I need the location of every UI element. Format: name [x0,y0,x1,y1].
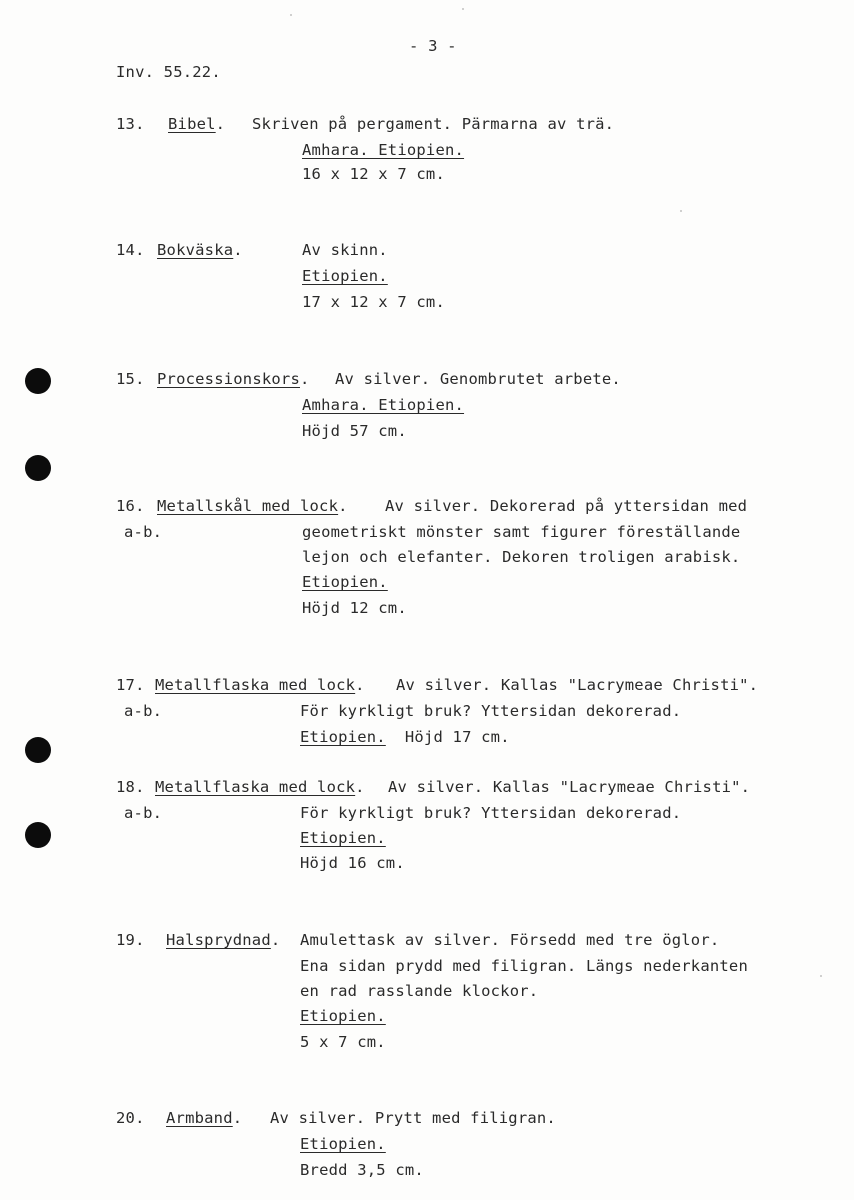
entry-17-number: 17. [116,676,145,694]
entry-17-title-row [155,675,365,695]
entry-18-line-2: För kyrkligt bruk? Yttersidan dekorerad. [300,804,682,822]
entry-14-line-1: Av skinn. [302,241,388,259]
entry-16-title-row [157,496,348,516]
entry-13-line-1: Skriven på pergament. Pärmarna av trä. [252,115,615,133]
punch-hole-3 [25,737,51,763]
entry-15-title-suffix: . [299,370,310,388]
entry-18-title: Metallflaska med lock [155,778,356,796]
entry-18-number: 18. [116,778,145,796]
entry-16-line-1: Av silver. Dekorerad på yttersidan med [385,497,748,515]
scan-speck [462,8,464,10]
punch-hole-1 [25,368,51,394]
entry-13-number: 13. [116,115,145,133]
entry-19-size: 5 x 7 cm. [300,1033,386,1051]
entry-14-origin: Etiopien. [302,267,388,285]
entry-15-title: Processionskors [157,370,300,388]
entry-18-origin: Etiopien. [300,829,386,847]
entry-19-line-2: Ena sidan prydd med filigran. Längs nederkanten [300,957,748,975]
entry-20-title-row [166,1108,242,1128]
entry-16-number: 16. [116,497,145,515]
entry-20-origin: Etiopien. [300,1135,386,1153]
entry-20-number: 20. [116,1109,145,1127]
punch-hole-2 [25,455,51,481]
entry-15-number: 15. [116,370,145,388]
entry-16-line-2: geometriskt mönster samt figurer föreställande [302,523,741,541]
entry-13-title: Bibel [168,115,216,133]
entry-20-size: Bredd 3,5 cm. [300,1161,424,1179]
entry-17-title-suffix: . [355,676,365,694]
entry-14-size: 17 x 12 x 7 cm. [302,293,445,311]
entry-14-number: 14. [116,241,145,259]
entry-15-title-row [157,369,310,389]
entry-13-size: 16 x 12 x 7 cm. [302,165,445,183]
page-number: - 3 - [409,37,457,55]
entry-19-title: Halsprydnad [166,931,271,949]
entry-15-origin: Amhara. Etiopien. [302,396,465,414]
entry-13-title-suffix: . [215,115,226,133]
entry-16-title: Metallskål med lock [157,497,339,515]
entry-19-line-3: en rad rasslande klockor. [300,982,539,1000]
entry-20-line-1: Av silver. Prytt med filigran. [270,1109,556,1127]
entry-18-sub: a-b. [124,804,163,822]
entry-17-origin-size: Etiopien. Höjd 17 cm. [300,728,510,746]
entry-19-line-1: Amulettask av silver. Försedd med tre öglor. [300,931,720,949]
entry-19-number: 19. [116,931,145,949]
entry-17-title: Metallflaska med lock [155,676,356,694]
entry-13-title-row [168,114,225,134]
scan-speck [820,975,822,977]
entry-20-title-suffix: . [232,1109,243,1127]
entry-16-origin: Etiopien. [302,573,388,591]
entry-16-title-suffix: . [338,497,348,515]
entry-18-title-row [155,777,365,797]
entry-13-origin: Amhara. Etiopien. [302,141,465,159]
scan-speck [290,14,292,16]
entry-16-size: Höjd 12 cm. [302,599,407,617]
entry-19-title-suffix: . [270,931,281,949]
entry-15-line-1: Av silver. Genombrutet arbete. [335,370,621,388]
entry-18-size: Höjd 16 cm. [300,854,405,872]
entry-18-line-1: Av silver. Kallas "Lacrymeae Christi". [388,778,751,796]
entry-16-sub: a-b. [124,523,163,541]
entry-19-title-row [166,930,280,950]
entry-17-line-2: För kyrkligt bruk? Yttersidan dekorerad. [300,702,682,720]
entry-14-title: Bokväska [157,241,234,259]
inventory-number: Inv. 55.22. [116,63,221,81]
entry-17-sub: a-b. [124,702,163,720]
entry-18-title-suffix: . [355,778,365,796]
entry-16-line-3: lejon och elefanter. Dekoren troligen arabisk. [302,548,741,566]
entry-14-title-row [157,240,243,260]
entry-15-size: Höjd 57 cm. [302,422,407,440]
entry-20-title: Armband [166,1109,233,1127]
scan-speck [680,210,682,212]
entry-14-title-suffix: . [233,241,243,259]
punch-hole-4 [25,822,51,848]
entry-19-origin: Etiopien. [300,1007,386,1025]
entry-17-line-1: Av silver. Kallas "Lacrymeae Christi". [396,676,759,694]
